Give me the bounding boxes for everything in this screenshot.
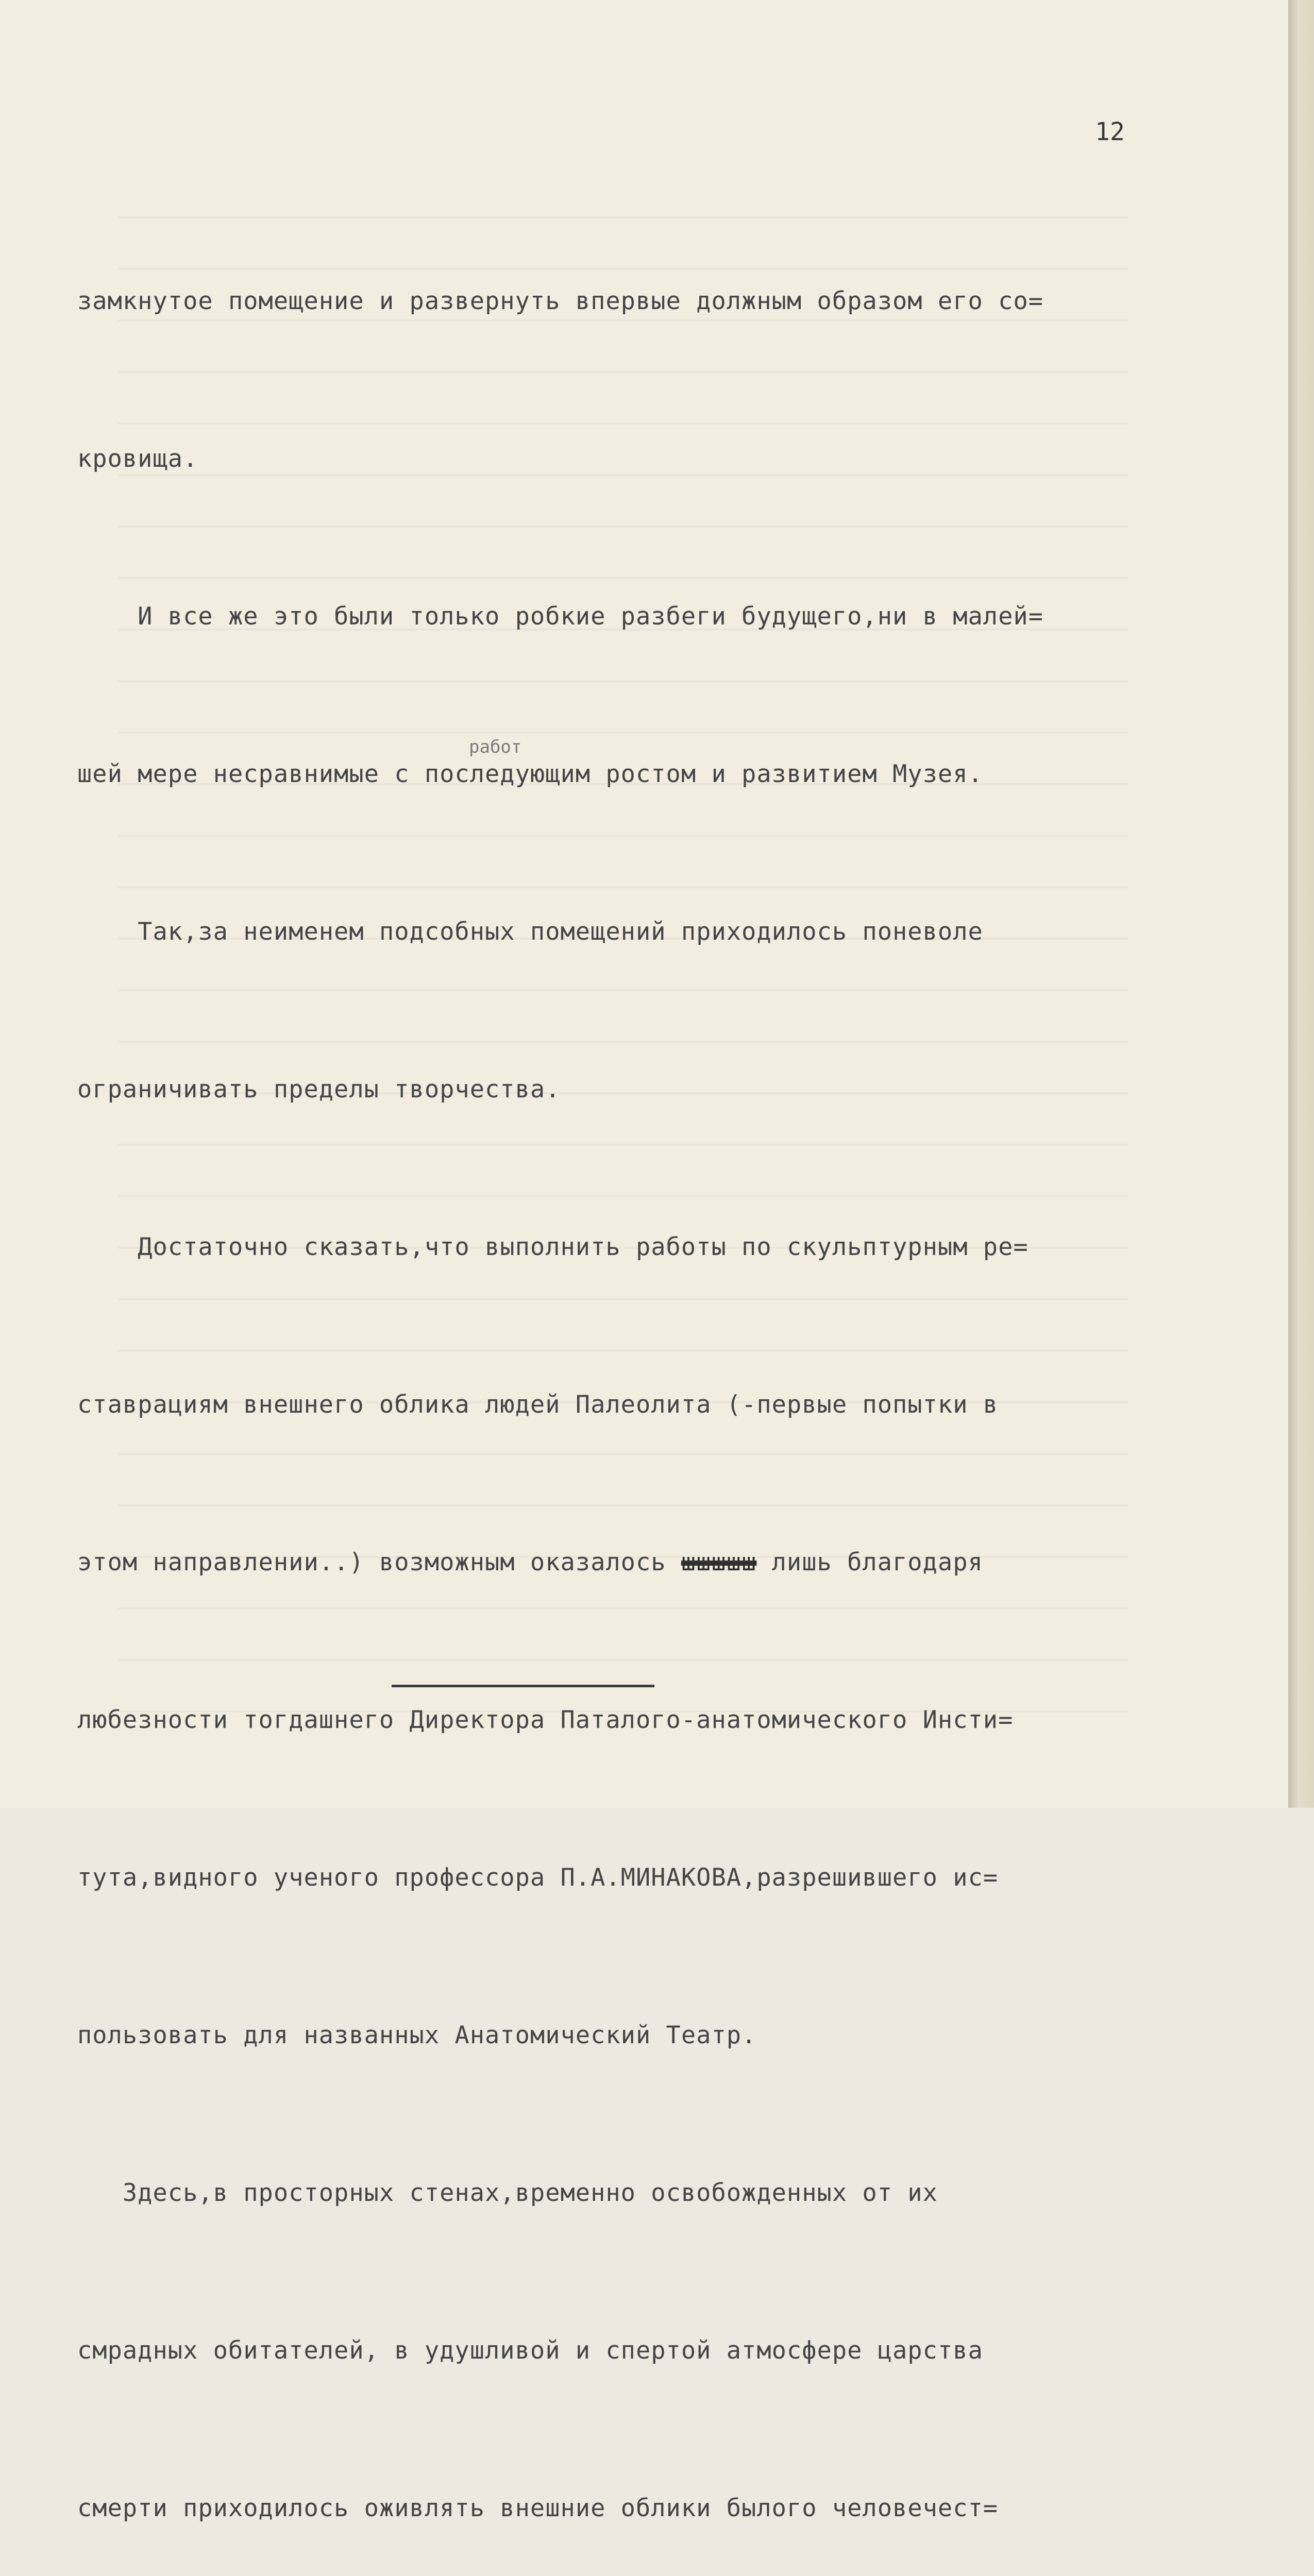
section-end-rule: [392, 1685, 654, 1687]
paper-stack-edge: [1288, 0, 1314, 1808]
text-line: смрадных обитателей, в удушливой и спертой атмосфере царства: [77, 2336, 983, 2365]
text-line: И все же это были только робкие разбеги будущего,ни в малей=: [77, 602, 1043, 631]
text-line-with-strikeout: [77, 1536, 1201, 1589]
text-line: ставрациям внешнего облика людей Палеолита (-первые попытки в: [77, 1391, 999, 1419]
text-line: Так,за неименем подсобных помещений приходилось поневоле: [77, 918, 983, 946]
text-line: ограничивать пределы творчества.: [77, 1075, 561, 1104]
text-line: любезности тогдашнего Директора Паталого-анатомического Инсти=: [77, 1706, 1014, 1734]
text-fragment: этом направлении..) возможным оказалось: [77, 1548, 681, 1577]
handwritten-insertion: работ: [469, 737, 522, 757]
text-line: Здесь,в просторных стенах,временно освобожденных от их: [77, 2179, 938, 2207]
struck-out-word: шшшшш: [681, 1548, 757, 1577]
page-number: 12: [1095, 117, 1125, 146]
text-line: шей мере несравнимые с последующим ростом и развитием Музея.: [77, 760, 983, 788]
text-line: смерти приходилось оживлять внешние облики былого человечест=: [77, 2494, 999, 2522]
text-line: пользовать для названных Анатомический Театр.: [77, 2021, 757, 2049]
text-line: кровища.: [77, 445, 198, 473]
text-line: замкнутое помещение и развернуть впервые должным образом его со=: [77, 287, 1043, 315]
text-fragment: лишь благодаря: [756, 1548, 983, 1577]
text-line: тута,видного ученого профессора П.А.МИНАКОВА,разрешившего ис=: [77, 1863, 999, 1892]
text-line: Достаточно сказать,что выполнить работы по скульптурным ре=: [77, 1233, 1029, 1261]
typed-text-body: [77, 170, 1201, 2576]
